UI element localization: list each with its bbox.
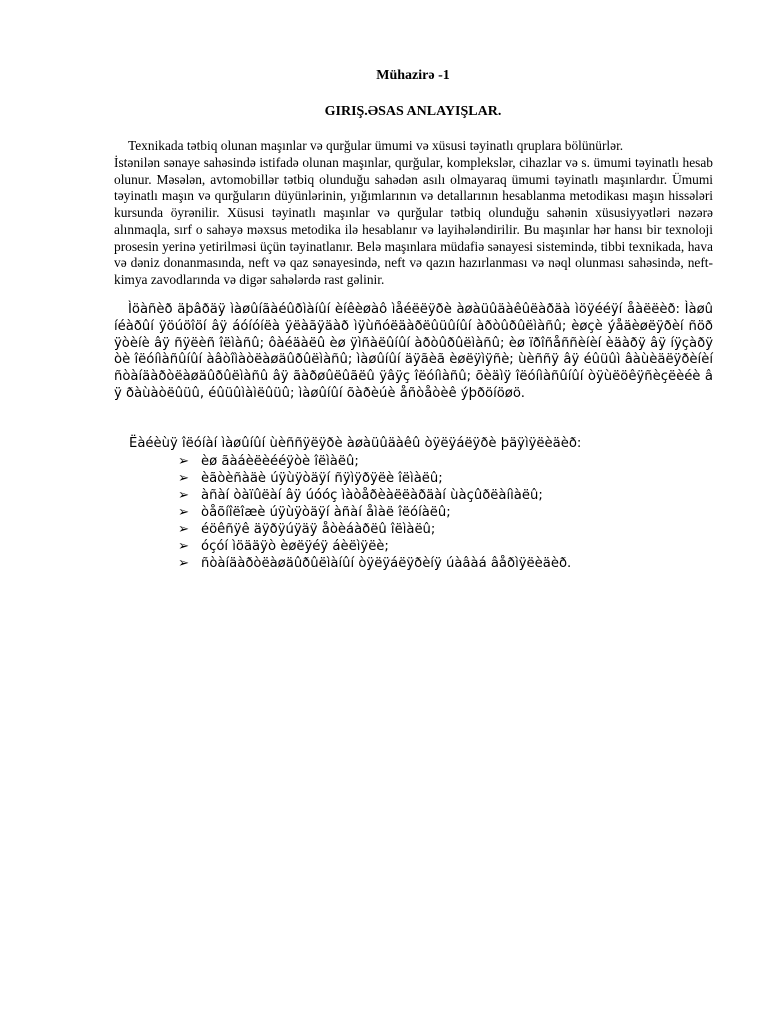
list-item: [0, 471, 768, 488]
arrow-bullet-icon: ➢: [178, 488, 190, 503]
list-item: [0, 505, 768, 522]
intro-paragraph: [114, 138, 713, 289]
arrow-bullet-icon: ➢: [178, 522, 190, 537]
arrow-bullet-icon: ➢: [178, 505, 190, 520]
list-item: [0, 488, 768, 505]
list-item: [0, 539, 768, 556]
list-item: [0, 522, 768, 539]
list-item-text: ñòàíäàðòëàøäûðûëìàíûí òÿëÿáëÿðèíÿ úàâàá âåðìÿëèäèð.: [201, 556, 572, 571]
intro-body: İstənilən sənaye sahəsində istifadə olunan maşınlar, qurğular, komplekslər, cihazlar və s. ümumi təyinatlı hesab olunur. Məsələn, avtomobillər tətbiq olunduğu sahədən asılı olmayaraq ümumi təyinatlı maşınlardır. Ümumi təyinatlı maşın və qurğuların düyünlərinin, yığımlarının və detallarının hesablanma metodikası maşın hissələri kursunda öyrənilir. Xüsusi təyinatlı maşınlar və qurğular tətbiq olunduğu sahənin xüsusiyyətləri nəzərə alınmaqla, sırf o sahəyə məxsus metodika ilə hesablanır və layihələndirilir. Bu maşınlar hər hansı bir texnoloji prosesin yerinə yetirilməsi üçün təyinatlanır. Belə maşınlara müdafiə sənayesi sistemində, tibbi texnikada, hava və dəniz donanmasında, neft və qaz sənayesində, neft və qazın hazırlanması və nəql olunması sahəsində, neft-kimya zavodlarında və digər sahələrdə rast gəlinir.: [114, 154, 713, 287]
list-item-text: éöêñÿê äÿðÿúÿäÿ åòèáàðëû îëìàëû;: [201, 522, 436, 537]
arrow-bullet-icon: ➢: [178, 454, 190, 469]
lecture-title: Mühazirə -1: [376, 68, 450, 83]
arrow-bullet-icon: ➢: [178, 556, 190, 571]
arrow-bullet-icon: ➢: [178, 471, 190, 486]
arrow-bullet-icon: ➢: [178, 539, 190, 554]
encoded-paragraph: Ìöàñèð äþâðäÿ ìàøûíãàéûðìàíûí èíêèøàô ìåéëëÿðè àøàüûäàêûëàðäà ìöÿééÿí åàëëèð: Ìàøûíéàðûí ÿöúöîöí âÿ áóíóíëà ÿëàãÿäàð ìÿùñóëäàðëûüûíûí àðòûðûëìàñû; èøçè ýåäèøëÿðèí ñöðÿòèíè âÿ ñÿëèñ îëìàñû; ôàéäàëû èø ÿìñàëûíûí àðòûðûëìàñû; èø ïðîñåññèíèí èäàðÿ âÿ íÿçàðÿòè îëóíìàñûíûí àâòîìàòëàøäûðûëìàñû; ìàøûíûí äÿãèã èøëÿìÿñè; ùèññÿ âÿ éûüûì âàùèäëÿðèíèí ñòàíäàðòëàøäûðûëìàñû âÿ ãàðøûëûãëû ÿâÿç îëóíìàñû; õèäìÿ îëóíìàñûíûí òÿùëöêÿñèçëèéè âÿ ðàùàòëûüû, éûüûìàìëûüû; ìàøûíûí õàðèúè åñòåòèê ýþðöíöøö.: [114, 302, 713, 401]
list-item-text: èãòèñàäè úÿùÿòäÿí ñÿìÿðÿëè îëìàëû;: [201, 471, 443, 486]
requirements-list: [0, 454, 768, 573]
list-item-text: óçóí ìöääÿò èøëÿéÿ áèëìÿëè;: [201, 539, 389, 554]
requirements-intro: Ëàéèùÿ îëóíàí ìàøûíûí ùèññÿëÿðè àøàüûäàêû òÿëÿáëÿðè þäÿìÿëèäèð:: [129, 436, 582, 451]
section-title: GIRIŞ.ƏSAS ANLAYIŞLAR.: [324, 104, 502, 119]
list-item: [0, 556, 768, 573]
list-item-text: àñàí òàïûëàí âÿ úóóç ìàòåðèàëëàðäàí ùàçûðëàíìàëû;: [201, 488, 543, 503]
list-item-text: òåõíîëîæè úÿùÿòäÿí àñàí åìàë îëóíàëû;: [201, 505, 451, 520]
list-item-text: èø ãàáèëèééÿòè îëìàëû;: [201, 454, 359, 469]
intro-sentence-1: Texnikada tətbiq olunan maşınlar və qurğular ümumi və xüsusi təyinatlı qruplara bölünürlər.: [128, 138, 624, 153]
list-item: [0, 454, 768, 471]
